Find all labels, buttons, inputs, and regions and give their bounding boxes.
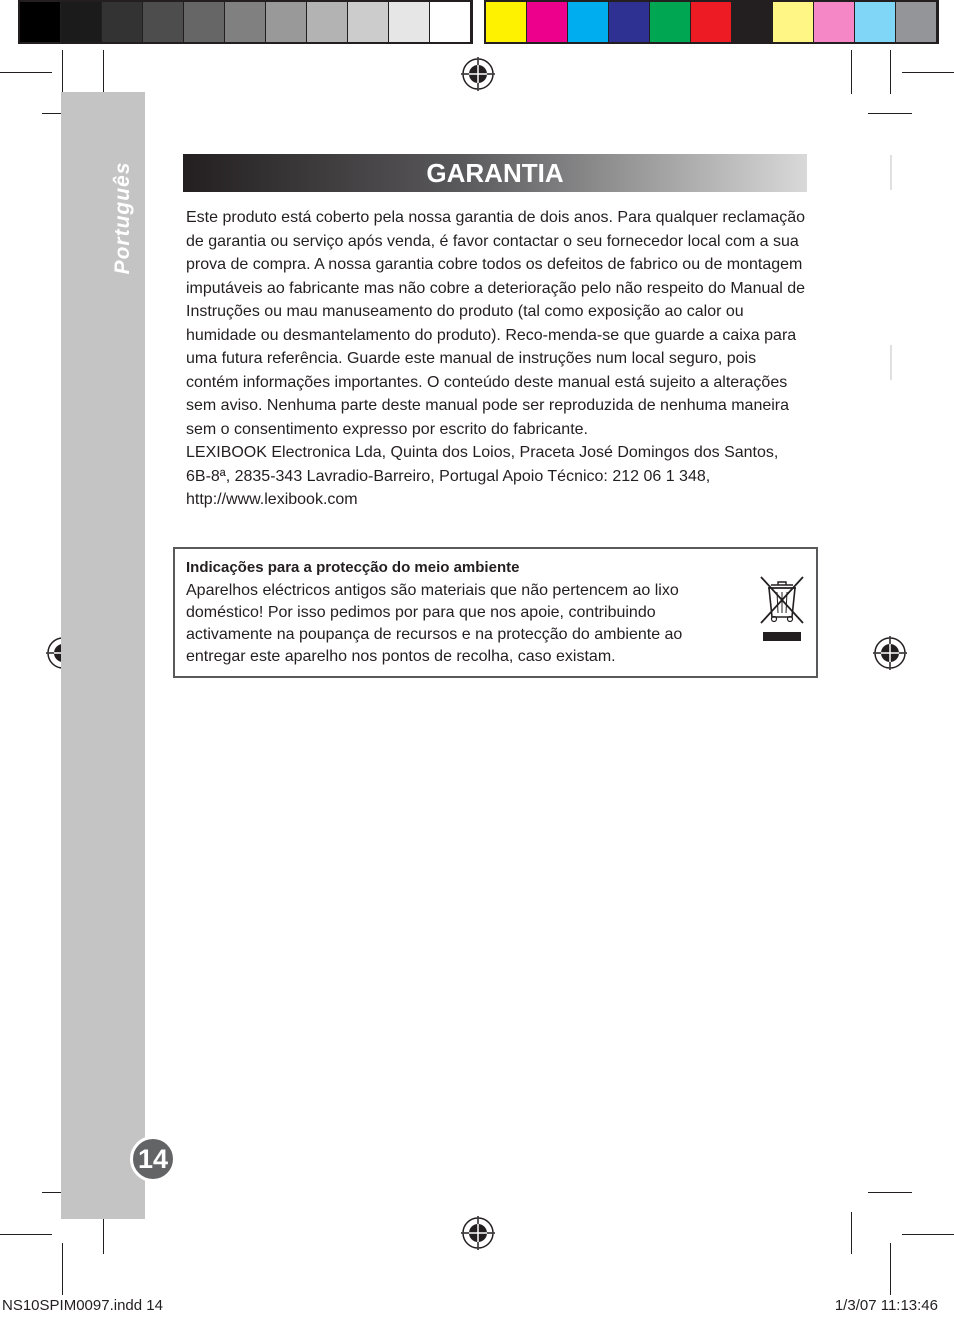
crossed-bin-icon (757, 573, 807, 643)
crop-mark (890, 1243, 891, 1295)
edge-tick (890, 345, 892, 380)
color-swatch-bar (484, 0, 939, 44)
color-swatch (225, 2, 265, 42)
contact-paragraph: LEXIBOOK Electronica Lda, Quinta dos Loios, Praceta José Domingos dos Santos, 6B-8ª, 2835-343 Lavradio-Barreiro, Portugal Apoio Técnico: 212 06 1 348, http://www.lexibook.com (186, 444, 779, 508)
color-swatch (814, 2, 854, 42)
registration-mark-icon (461, 57, 495, 91)
crop-mark (0, 72, 52, 73)
color-swatch (61, 2, 101, 42)
environment-text: Aparelhos eléctricos antigos são materiais que não pertencem ao lixo doméstico! Por isso pedimos por para que nos apoie, contribuindo activamente na poupança de recursos e na protecção do ambiente ao entregar este aparelho nos pontos de recolha, caso existam. (186, 582, 683, 665)
crop-mark (902, 72, 954, 73)
color-swatch (691, 2, 731, 42)
crop-mark (62, 50, 63, 94)
registration-mark-icon (461, 1216, 495, 1250)
color-swatch (773, 2, 813, 42)
warranty-text (186, 206, 806, 512)
crop-mark (62, 1243, 63, 1295)
color-swatch (430, 2, 470, 42)
edge-tick (890, 155, 892, 190)
color-swatch (609, 2, 649, 42)
color-swatch (855, 2, 895, 42)
crop-mark (851, 50, 852, 94)
warranty-paragraph: Este produto está coberto pela nossa garantia de dois anos. Para qualquer reclamação de garantia ou serviço após venda, é favor contactar o seu fornecedor local com a sua prova de compra. A nossa garantia cobre todos os defeitos de fabrico ou de montagem imputáveis ao fabricante mas não cobre a deterioração pelo não respeito do Manual de Instruções ou mau manuseamento do produto (tal como exposição ao calor ou humidade ou desmantelamento do produto). Reco-menda-se que guarde a caixa para uma futura referência. Guarde este manual de instruções num local seguro, pois contém informações importantes. O conteúdo deste manual está sujeito a alterações sem aviso. Nenhuma parte deste manual pode ser reproduzida de nenhuma maneira sem o consentimento expresso por escrito do fabricante. (186, 209, 806, 438)
color-swatch (896, 2, 936, 42)
color-swatch (527, 2, 567, 42)
environment-notice-box (173, 547, 818, 678)
registration-mark-icon (873, 636, 907, 670)
section-title-bar (183, 154, 807, 192)
color-swatch (266, 2, 306, 42)
color-swatch (650, 2, 690, 42)
section-title: GARANTIA (426, 158, 564, 188)
color-swatch (732, 2, 772, 42)
footer-file-info: NS10SPIM0097.indd 14 (2, 1297, 163, 1314)
crop-mark (902, 1234, 954, 1235)
crop-mark (851, 1212, 852, 1254)
color-swatch (389, 2, 429, 42)
color-swatch (102, 2, 142, 42)
color-swatch (486, 2, 526, 42)
crop-mark (868, 1192, 912, 1193)
color-swatch (307, 2, 347, 42)
crop-mark (890, 50, 891, 94)
color-swatch (20, 2, 60, 42)
crop-mark (0, 1234, 52, 1235)
color-swatch (143, 2, 183, 42)
page-number: 14 (130, 1136, 176, 1182)
language-label: Português (111, 161, 134, 275)
environment-title: Indicações para a protecção do meio ambiente (186, 559, 520, 576)
footer-timestamp: 1/3/07 11:13:46 (834, 1297, 938, 1314)
crop-mark (868, 113, 912, 114)
color-swatch (348, 2, 388, 42)
color-swatch (184, 2, 224, 42)
grayscale-swatch-bar (18, 0, 473, 44)
color-swatch (568, 2, 608, 42)
